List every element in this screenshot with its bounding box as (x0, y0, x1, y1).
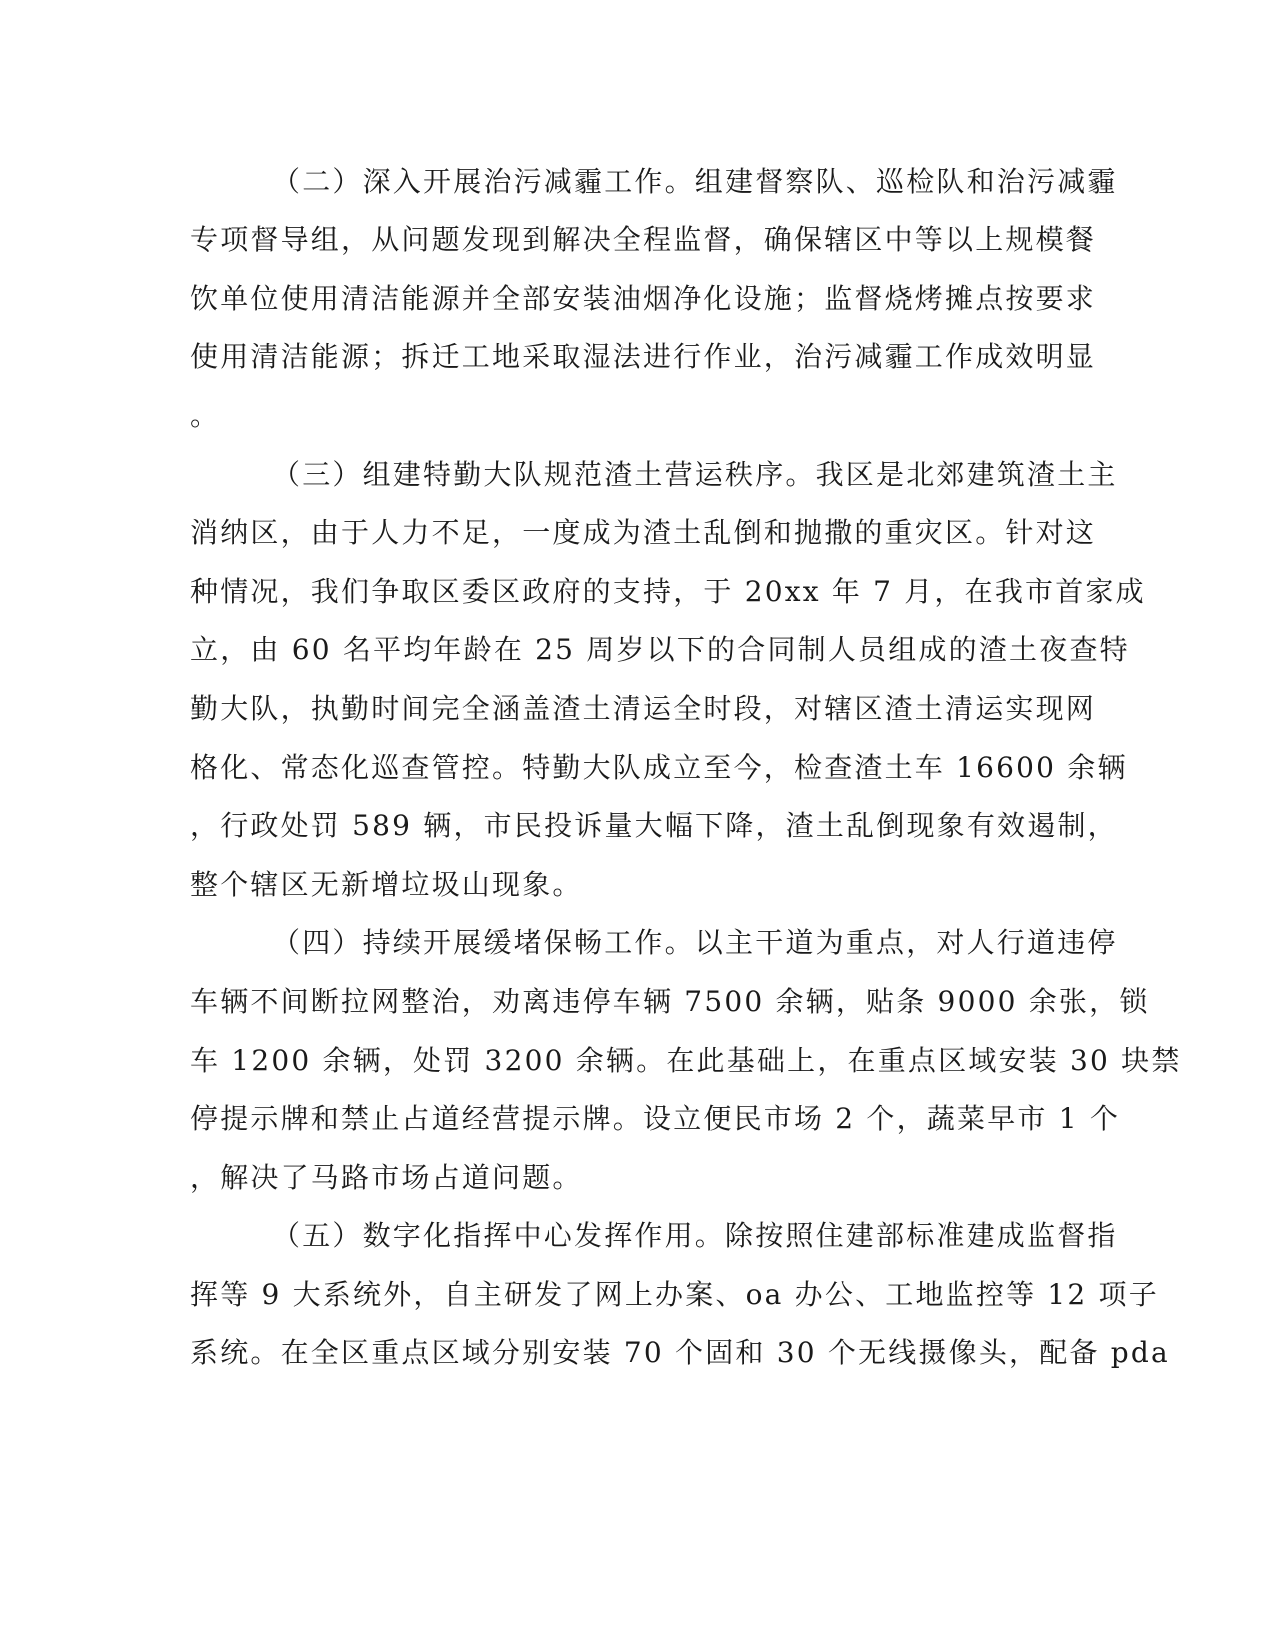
paragraph-4-line: 车辆不间断拉网整治，劝离违停车辆 7500 余辆，贴条 9000 余张，锁 (190, 985, 1150, 1018)
paragraph-3-line: （三）组建特勤大队规范渣土营运秩序。我区是北郊建筑渣土主 (272, 458, 1118, 491)
paragraph-2-line: 饮单位使用清洁能源并全部安装油烟净化设施；监督烧烤摊点按要求 (190, 282, 1097, 315)
paragraph-4-line: （四）持续开展缓堵保畅工作。以主干道为重点，对人行道违停 (272, 926, 1118, 959)
paragraph-2-line: 。 (190, 399, 221, 432)
paragraph-3-line: ，行政处罚 589 辆，市民投诉量大幅下降，渣土乱倒现象有效遏制， (190, 809, 1118, 842)
paragraph-5-line: 挥等 9 大系统外，自主研发了网上办案、oa 办公、工地监控等 12 项子 (190, 1278, 1159, 1311)
paragraph-5-line: 系统。在全区重点区域分别安装 70 个固和 30 个无线摄像头，配备 pda (190, 1336, 1170, 1369)
paragraph-4-line: ，解决了马路市场占道问题。 (190, 1161, 583, 1194)
paragraph-2-line: （二）深入开展治污减霾工作。组建督察队、巡检队和治污减霾 (272, 165, 1118, 198)
paragraph-5-line: （五）数字化指挥中心发挥作用。除按照住建部标准建成监督指 (272, 1219, 1118, 1252)
paragraph-3-line: 种情况，我们争取区委区政府的支持，于 20xx 年 7 月，在我市首家成 (190, 575, 1146, 608)
paragraph-4-line: 停提示牌和禁止占道经营提示牌。设立便民市场 2 个，蔬菜早市 1 个 (190, 1102, 1121, 1135)
paragraph-3-line: 消纳区，由于人力不足，一度成为渣土乱倒和抛撒的重灾区。针对这 (190, 516, 1097, 549)
paragraph-3-line: 格化、常态化巡查管控。特勤大队成立至今，检查渣土车 16600 余辆 (190, 751, 1128, 784)
paragraph-3-line: 整个辖区无新增垃圾山现象。 (190, 868, 583, 901)
paragraph-4-line: 车 1200 余辆，处罚 3200 余辆。在此基础上，在重点区域安装 30 块禁 (190, 1044, 1182, 1077)
paragraph-3-line: 勤大队，执勤时间完全涵盖渣土清运全时段，对辖区渣土清运实现网 (190, 692, 1097, 725)
paragraph-2-line: 使用清洁能源；拆迁工地采取湿法进行作业，治污减霾工作成效明显 (190, 340, 1097, 373)
paragraph-2-line: 专项督导组，从问题发现到解决全程监督，确保辖区中等以上规模餐 (190, 223, 1097, 256)
paragraph-3-line: 立，由 60 名平均年龄在 25 周岁以下的合同制人员组成的渣土夜查特 (190, 633, 1130, 666)
